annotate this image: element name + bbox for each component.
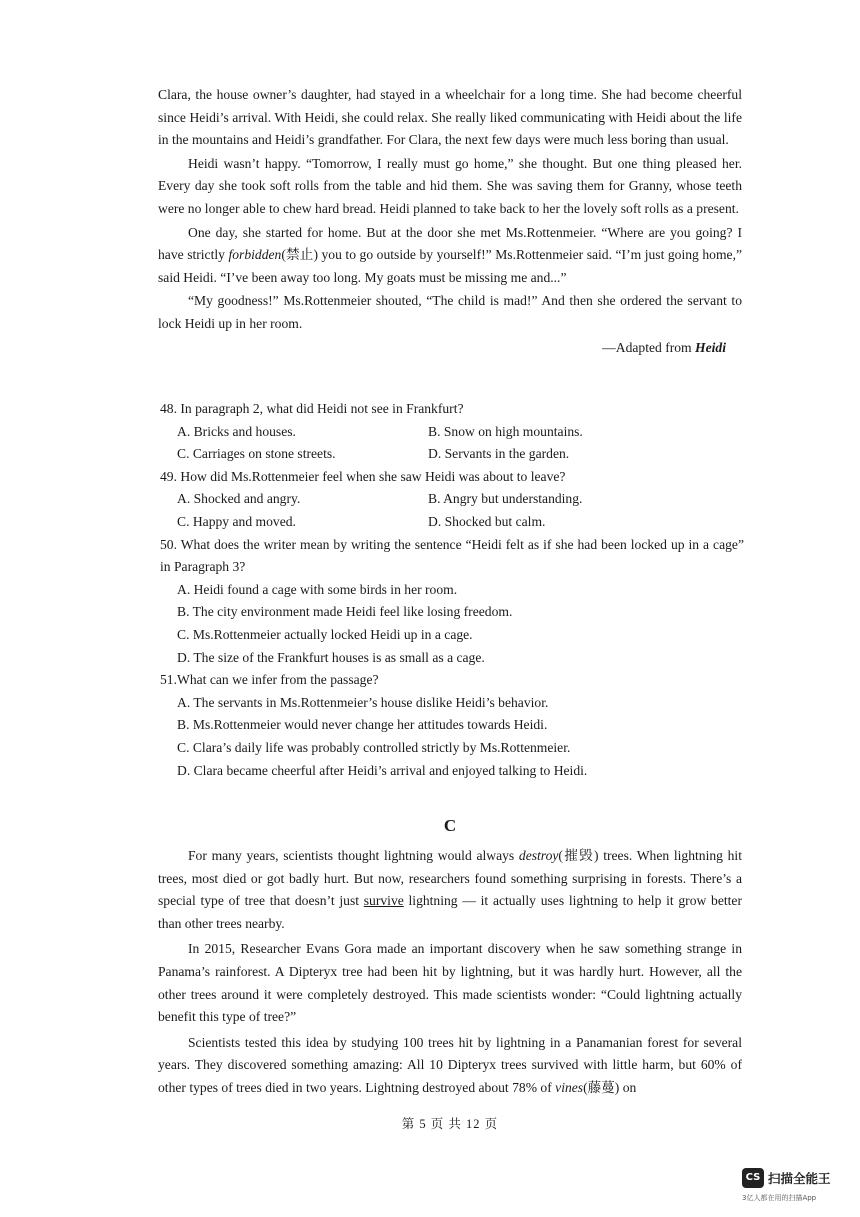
page-number: 第 5 页 共 12 页 xyxy=(401,1117,499,1131)
passage-c-paragraph-1: For many years, scientists thought lightning would always destroy(摧毁) trees. When lightning hit trees, most died or got badly hurt. But now, researchers found something surprising in forests. There’s a special type of tree that doesn’t just survive lightning — it actually uses lightning to help it grow better than other trees nearby. xyxy=(158,848,742,931)
option-48-c[interactable]: C. Carriages on stone streets. xyxy=(177,446,336,462)
passage-c-paragraph-3: Scientists tested this idea by studying 100 trees hit by lightning in a Panamanian forest for several years. They discovered something amazing: All 10 Dipteryx trees survived with little harm, but 60% of other types of trees died in two years. Lightning destroyed about 78% of vines(藤蔓) on xyxy=(158,1034,742,1095)
question-50-stem: 50. What does the writer mean by writing the sentence “Heidi felt as if she had been locked up in a cage” in Paragraph 3? xyxy=(160,536,744,575)
passage-c-paragraph-2: In 2015, Researcher Evans Gora made an important discovery when he saw something strange in Panama’s rainforest. A Dipteryx tree had been hit by lightning, but it was hardly hurt. However, all the other trees around it were completely destroyed. This made scientists wonder: “Could lightning actually benefit this type of tree?” xyxy=(158,941,742,1025)
vines-word: vines xyxy=(555,1079,584,1095)
question-48-options-row-1 xyxy=(160,421,744,444)
option-51-c[interactable]: C. Clara’s daily life was probably controlled strictly by Ms.Rottenmeier. xyxy=(177,739,571,755)
option-49-d[interactable]: D. Shocked but calm. xyxy=(428,513,546,529)
question-49-stem: 49. How did Ms.Rottenmeier feel when she saw Heidi was about to leave? xyxy=(160,468,566,484)
option-50-d[interactable]: D. The size of the Frankfurt houses is as small as a cage. xyxy=(177,649,485,665)
option-49-a[interactable]: A. Shocked and angry. xyxy=(177,491,301,507)
option-49-b[interactable]: B. Angry but understanding. xyxy=(428,491,583,507)
camscanner-logo xyxy=(742,1168,842,1208)
question-51-stem: 51.What can we infer from the passage? xyxy=(160,672,379,688)
option-50-a[interactable]: A. Heidi found a cage with some birds in her room. xyxy=(177,581,458,597)
camscanner-badge-icon: CS xyxy=(742,1168,764,1188)
passage-c xyxy=(158,845,742,1100)
option-49-c[interactable]: C. Happy and moved. xyxy=(177,513,296,529)
question-48-options-row-2 xyxy=(160,443,744,466)
camscanner-tagline: 3亿人都在用的扫描App xyxy=(742,1194,817,1202)
option-48-a[interactable]: A. Bricks and houses. xyxy=(177,423,296,439)
section-c-title: C xyxy=(443,816,457,835)
passage-b-paragraph-3: One day, she started for home. But at the door she met Ms.Rottenmeier. “Where are you going? I have strictly forbidden(禁止) you to go outside by yourself!” Ms.Rottenmeier said. “I’m just going home,” said Heidi. “I’ve been away too long. My goats must be missing me and...” xyxy=(158,224,742,285)
option-48-d[interactable]: D. Servants in the garden. xyxy=(428,446,570,462)
passage-b xyxy=(158,84,742,359)
question-49-options-row-1 xyxy=(160,488,744,511)
forbidden-word: forbidden xyxy=(228,247,282,263)
survive-word: survive xyxy=(363,893,404,909)
questions xyxy=(160,398,744,782)
option-50-b[interactable]: B. The city environment made Heidi feel like losing freedom. xyxy=(177,604,513,620)
option-51-a[interactable]: A. The servants in Ms.Rottenmeier’s house dislike Heidi’s behavior. xyxy=(177,694,549,710)
destroy-word: destroy xyxy=(518,848,559,863)
passage-b-paragraph-2: Heidi wasn’t happy. “Tomorrow, I really must go home,” she thought. But one thing pleased her. Every day she took soft rolls from the table and hid them. She was saving them for Granny, whose teeth were no longer able to chew hard bread. Heidi planned to take back to her the lovely soft rolls as a present. xyxy=(158,155,742,216)
passage-source: —Adapted from Heidi xyxy=(602,339,726,355)
passage-b-paragraph-4: “My goodness!” Ms.Rottenmeier shouted, “The child is mad!” And then she ordered the servant to lock Heidi up in her room. xyxy=(158,293,742,331)
question-48-stem: 48. In paragraph 2, what did Heidi not see in Frankfurt? xyxy=(160,401,464,416)
option-50-c[interactable]: C. Ms.Rottenmeier actually locked Heidi up in a cage. xyxy=(177,626,473,642)
question-49-options-row-2 xyxy=(160,511,744,534)
source-title: Heidi xyxy=(695,339,726,355)
option-51-b[interactable]: B. Ms.Rottenmeier would never change her attitudes towards Heidi. xyxy=(177,717,548,733)
option-48-b[interactable]: B. Snow on high mountains. xyxy=(428,423,583,439)
option-51-d[interactable]: D. Clara became cheerful after Heidi’s arrival and enjoyed talking to Heidi. xyxy=(177,762,588,778)
camscanner-name: 扫描全能王 xyxy=(768,1171,831,1186)
passage-b-paragraph-1: Clara, the house owner’s daughter, had stayed in a wheelchair for a long time. She had become cheerful since Heidi’s arrival. With Heidi, she could relax. She really liked communicating with Heidi about the life in the mountains and Heidi’s grandfather. For Clara, the next few days were much less boring than usual. xyxy=(158,87,742,148)
